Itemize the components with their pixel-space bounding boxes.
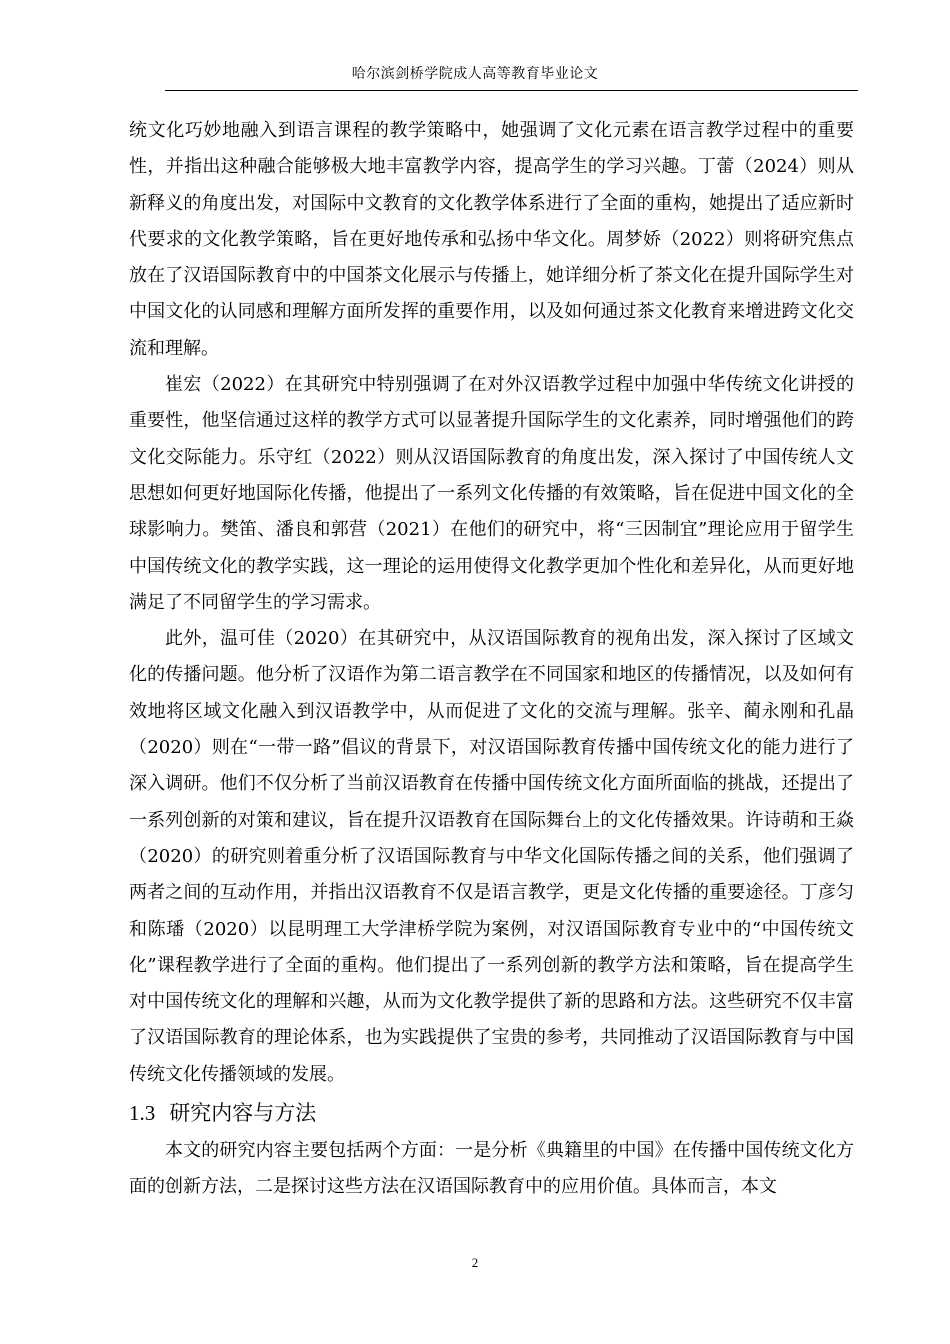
paragraph-research-content: 本文的研究内容主要包括两个方面：一是分析《典籍里的中国》在传播中国传统文化方面的创新方法，二是探讨这些方法在汉语国际教育中的应用价值。具体而言，本文 [129,1140,854,1198]
paragraph-cui-hong: 崔宏（2022）在其研究中特别强调了在对外汉语教学过程中加强中华传统文化讲授的重要性，他坚信通过这样的教学方式可以显著提升国际学生的文化素养，同时增强他们的跨文化交际能力。乐守红（2022）则从汉语国际教育的角度出发，深入探讨了中国传统人文思想如何更好地国际化传播，他提出了一系列文化传播的有效策略，旨在促进中国文化的全球影响力。樊笛、潘良和郭营（2021）在他们的研究中，将“三因制宜”理论应用于留学生中国传统文化的教学实践，这一理论的运用使得文化教学更加个性化和差异化，从而更好地满足了不同留学生的学习需求。 [129,374,854,613]
body-text [129,113,854,1206]
running-header: 哈尔滨剑桥学院成人高等教育毕业论文 [351,66,599,82]
section-number: 1.3 [129,1101,156,1126]
section-title: 研究内容与方法 [169,1101,317,1126]
paragraph-wen-kejia: 此外，温可佳（2020）在其研究中，从汉语国际教育的视角出发，深入探讨了区域文化的传播问题。他分析了汉语作为第二语言教学在不同国家和地区的传播情况，以及如何有效地将区域文化融入到汉语教学中，从而促进了文化的交流与理解。张辛、蔺永刚和孔晶（2020）则在“一带一路”倡议的背景下，对汉语国际教育传播中国传统文化的能力进行了深入调研。他们不仅分析了当前汉语教育在传播中国传统文化方面所面临的挑战，还提出了一系列创新的对策和建议，旨在提升汉语教育在国际舞台上的文化传播效果。许诗萌和王焱（2020）的研究则着重分析了汉语国际教育与中华文化国际传播之间的关系，他们强调了两者之间的互动作用，并指出汉语教育不仅是语言教学，更是文化传播的重要途径。丁彦匀和陈璠（2020）以昆明理工大学津桥学院为案例，对汉语国际教育专业中的“中国传统文化”课程教学进行了全面的重构。他们提出了一系列创新的教学方法和策略，旨在提高学生对中国传统文化的理解和兴趣，从而为文化教学提供了新的思路和方法。这些研究不仅丰富了汉语国际教育的理论体系，也为实践提供了宝贵的参考，共同推动了汉语国际教育与中国传统文化传播领域的发展。 [129,628,854,1085]
page-number: 2 [471,1255,479,1270]
header-rule [165,90,858,91]
section-heading [129,1098,854,1128]
paragraph-continued: 统文化巧妙地融入到语言课程的教学策略中，她强调了文化元素在语言教学过程中的重要性，并指出这种融合能够极大地丰富教学内容，提高学生的学习兴趣。丁蕾（2024）则从新释义的角度出发，对国际中文教育的文化教学体系进行了全面的重构，她提出了适应新时代要求的文化教学策略，旨在更好地传承和弘扬中华文化。周梦娇（2022）则将研究焦点放在了汉语国际教育中的中国茶文化展示与传播上，她详细分析了茶文化在提升国际学生对中国文化的认同感和理解方面所发挥的重要作用，以及如何通过茶文化教育来增进跨文化交流和理解。 [129,120,854,359]
